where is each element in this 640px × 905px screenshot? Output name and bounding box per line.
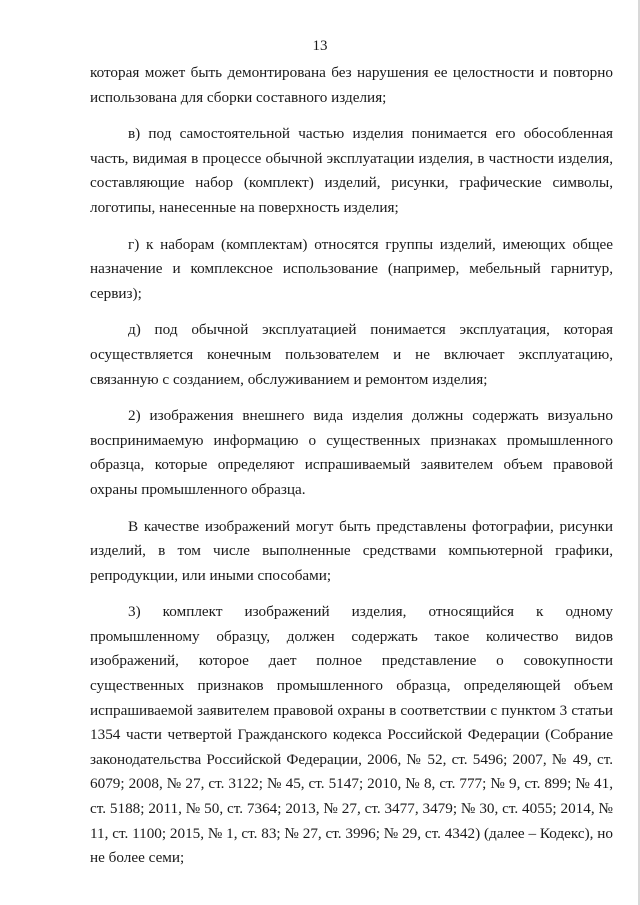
paragraph-item-3: 3) комплект изображений изделия, относящийся к одному промышленному образцу, должен содержать такое количество видов изображений, которое дает полное представление о совокупности существенных признаков промышленного образца, определяющей объем испрашиваемой заявителем правовой охраны в соответствии с пунктом 3 статьи 1354 части четвертой Гражданского кодекса Российской Федерации (Собрание законодательства Российской Федерации, 2006, № 52, ст. 5496; 2007, № 49, ст. 6079; 2008, № 27, ст. 3122; № 45, ст. 5147; 2010, № 8, ст. 777; № 9, ст. 899; № 41, ст. 5188; 2011, № 50, ст. 7364; 2013, № 27, ст. 3477, 3479; № 30, ст. 4055; 2014, № 11, ст. 1100; 2015, № 1, ст. 83; № 27, ст. 3996; № 29, ст. 4342) (далее – Кодекс), но не более семи; bbox=[90, 603, 613, 867]
paragraph-images-types: В качестве изображений могут быть представлены фотографии, рисунки изделий, в том числе выполненные средствами компьютерной графики, репродукции, или иными способами; bbox=[90, 517, 613, 584]
paragraph-item-g: г) к наборам (комплектам) относятся группы изделий, имеющих общее назначение и комплексное использование (например, мебельный гарнитур, сервиз); bbox=[90, 235, 613, 302]
paragraph-item-2: 2) изображения внешнего вида изделия должны содержать визуально воспринимаемую информацию о существенных признаках промышленного образца, которые определяют испрашиваемый заявителем объем правовой охраны промышленного образца. bbox=[90, 407, 613, 498]
paragraph-continuation: которая может быть демонтирована без нарушения ее целостности и повторно использована для сборки составного изделия; bbox=[90, 64, 613, 106]
paragraph-item-d: д) под обычной эксплуатацией понимается эксплуатация, которая осуществляется конечным пользователем и не включает эксплуатацию, связанную с созданием, обслуживанием и ремонтом изделия; bbox=[90, 321, 613, 388]
document-body bbox=[90, 61, 613, 883]
paragraph-item-v: в) под самостоятельной частью изделия понимается его обособленная часть, видимая в процессе обычной эксплуатации изделия, в частности изделия, составляющие набор (комплект) изделий, рисунки, графические символы, логотипы, нанесенные на поверхность изделия; bbox=[90, 125, 613, 216]
page-number: 13 bbox=[312, 38, 328, 54]
